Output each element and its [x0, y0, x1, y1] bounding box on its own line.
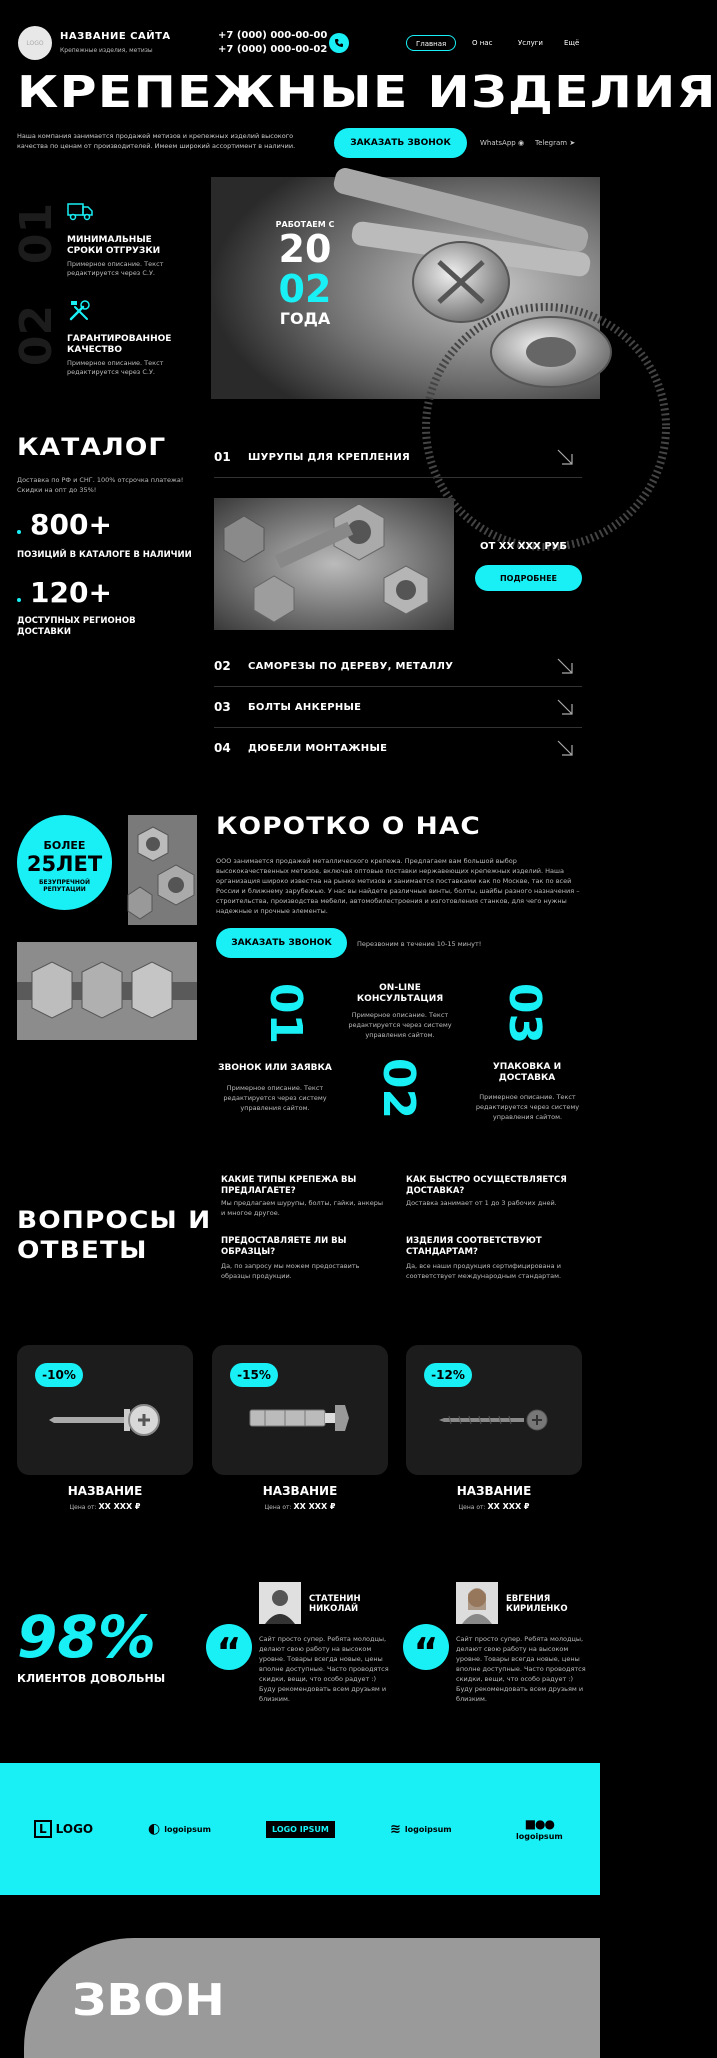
catalog-description: Доставка по РФ и СНГ. 100% отсрочка платежа! Скидки на опт до 35%!: [17, 476, 184, 494]
logo-mark-icon: L: [34, 1820, 52, 1838]
years-label: ГОДА: [279, 309, 331, 328]
catalog-item-3[interactable]: [214, 688, 582, 728]
years-block: [265, 220, 345, 328]
badge-big: 25ЛЕТ: [26, 852, 103, 876]
catalog-price: ОТ ХХ ХХХ РУБ: [480, 541, 567, 552]
about-nuts-image: [128, 815, 197, 925]
reviewer-avatar-2: [456, 1582, 498, 1624]
product-card-2[interactable]: [212, 1345, 388, 1475]
partner-logo-4[interactable]: [390, 1763, 452, 1895]
whatsapp-link[interactable]: [480, 139, 524, 147]
catalog-item-1[interactable]: [214, 438, 582, 478]
about-text: ООО занимается продажей металлического крепежа. Предлагаем вам большой выбор высококачественных метизов, включая оптовые поставки нержавеющих крепежных изделий. Наша организация широко известна на рынке метизов и занимается поставками как по Москве, так по всей России и ближнему зарубежью. У нас вы найдете различные винты, болты, шайбы разного назначения – строительства, производства мебели, автомобилестроения и изготовления станков, для чего нужны надежные и прочные элементы.: [216, 857, 580, 915]
catalog-item-title: ДЮБЕЛИ МОНТАЖНЫЕ: [248, 743, 388, 754]
hero-description: Наша компания занимается продажей метизов и крепежных изделий высокого качества по ценам от производителей. Имеем широкий ассортимент в наличии.: [17, 132, 296, 150]
step-title-2: ON-LINE КОНСУЛЬТАЦИЯ: [356, 983, 444, 1004]
arrow-down-right-icon: [556, 448, 574, 466]
arrow-down-right-icon: [556, 657, 574, 675]
reviewer-name-1: СТАТЕНИН НИКОЛАЙ: [309, 1594, 361, 1614]
price-label: Цена от:: [264, 1504, 292, 1511]
delivery-truck-icon: [66, 196, 94, 224]
partner-logo-5[interactable]: [516, 1763, 563, 1895]
tools-quality-icon: [66, 296, 94, 324]
price-label: Цена от:: [69, 1504, 97, 1511]
price-label: Цена от:: [458, 1504, 486, 1511]
discount-badge: -10%: [35, 1363, 83, 1387]
stat-value-1: 800+: [30, 508, 112, 541]
phone-numbers: [218, 29, 327, 57]
discount-badge: -12%: [424, 1363, 472, 1387]
site-subtitle: Крепежные изделия, метизы: [60, 47, 153, 54]
faq-question-2[interactable]: КАК БЫСТРО ОСУЩЕСТВЛЯЕТСЯ ДОСТАВКА?: [406, 1175, 567, 1196]
catalog-item-number: 04: [214, 741, 231, 755]
logo-text: LOGO IPSUM: [266, 1821, 335, 1838]
step-desc-3: Примерное описание. Текст редактируется через систему управления сайтом.: [475, 1093, 580, 1121]
step-desc-1: Примерное описание. Текст редактируется через систему управления сайтом.: [223, 1084, 327, 1112]
satisfaction-percent: 98%: [17, 1603, 156, 1671]
nav-item-about[interactable]: О нас: [472, 39, 493, 47]
price-value: ХХ ХХХ ₽: [293, 1502, 336, 1511]
logo-text: logoipsum: [164, 1824, 211, 1834]
logo[interactable]: LOGO: [18, 26, 52, 60]
partner-logo-3[interactable]: [266, 1763, 335, 1895]
logo-text: logoipsum: [404, 1824, 452, 1834]
main-nav: [406, 35, 582, 53]
site-title: НАЗВАНИЕ САЙТА: [60, 31, 171, 42]
about-screws-image: [17, 942, 197, 1040]
screw-washer-image: [49, 1395, 164, 1445]
price-value: ХХ ХХХ ₽: [487, 1502, 530, 1511]
stat-label-2: ДОСТУПНЫХ РЕГИОНОВ ДОСТАВКИ: [17, 616, 136, 637]
telegram-link[interactable]: [535, 139, 575, 147]
satisfaction-label: КЛИЕНТОВ ДОВОЛЬНЫ: [17, 1672, 166, 1685]
catalog-item-number: 02: [214, 659, 231, 673]
reviewer-name-2: ЕВГЕНИЯ КИРИЛЕНКО: [506, 1594, 568, 1614]
faq-answer-2: Доставка занимает от 1 до 3 рабочих дней.: [406, 1199, 557, 1207]
step-title-1: ЗВОНОК ИЛИ ЗАЯВКА: [218, 1063, 332, 1073]
catalog-item-title: ШУРУПЫ ДЛЯ КРЕПЛЕНИЯ: [248, 452, 410, 463]
hero-title: КРЕПЕЖНЫЕ ИЗДЕЛИЯ: [17, 67, 717, 118]
step-desc-2: Примерное описание. Текст редактируется через систему управления сайтом.: [348, 1011, 452, 1039]
about-title: КОРОТКО О НАС: [216, 812, 481, 840]
partner-logo-1[interactable]: [34, 1763, 93, 1895]
discount-badge: -15%: [230, 1363, 278, 1387]
product-name-2[interactable]: НАЗВАНИЕ: [262, 1484, 338, 1498]
reviewer-avatar-1: [259, 1582, 301, 1624]
nav-item-more[interactable]: Ещё: [564, 39, 580, 47]
whatsapp-label: WhatsApp: [480, 139, 516, 147]
review-text-2: Сайт просто супер. Ребята молодцы, делают свою работу на высоком уровне. Товары всегда новые, цены вполне доступные. Часто проводятся скидки, вещи, что особо радует :) Буду рекомендовать всем друзьям и близким.: [456, 1635, 586, 1703]
product-price-1: [17, 1502, 193, 1511]
whatsapp-icon: ◉: [517, 139, 525, 147]
telegram-label: Telegram: [535, 139, 568, 147]
order-call-button[interactable]: ЗАКАЗАТЬ ЗВОНОК: [334, 128, 467, 158]
product-price-2: [212, 1502, 388, 1511]
faq-answer-1: Мы предлагаем шурупы, болты, гайки, анкеры и многое другое.: [221, 1199, 383, 1217]
feature-title-1: МИНИМАЛЬНЫЕ СРОКИ ОТГРУЗКИ: [67, 235, 161, 256]
feature-desc-2: Примерное описание. Текст редактируется через С.У.: [67, 359, 164, 376]
logo-mark-icon: ≋: [390, 1821, 401, 1837]
callback-note: Перезвоним в течение 10-15 минут!: [357, 940, 482, 948]
logo-text: LOGO: [55, 1822, 94, 1836]
anchor-bolt-image: [245, 1393, 355, 1443]
nav-item-home[interactable]: Главная: [406, 35, 456, 51]
catalog-title: КАТАЛОГ: [17, 433, 167, 461]
faq-title: ВОПРОСЫ И ОТВЕТЫ: [17, 1206, 212, 1264]
telegram-icon: ➤: [569, 139, 576, 147]
nav-item-services[interactable]: Услуги: [518, 39, 543, 47]
drywall-screw-image: [439, 1400, 554, 1440]
order-call-button-about[interactable]: ЗАКАЗАТЬ ЗВОНОК: [216, 928, 347, 958]
feature-number-1: 01: [11, 202, 63, 265]
partner-logos: [0, 1763, 600, 1895]
stat-bullet-2: [17, 598, 21, 602]
stat-value-2: 120+: [30, 576, 112, 609]
product-card-1[interactable]: [17, 1345, 193, 1475]
catalog-item-title: САМОРЕЗЫ ПО ДЕРЕВУ, МЕТАЛЛУ: [248, 661, 454, 672]
review-text-1: Сайт просто супер. Ребята молодцы, делают свою работу на высоком уровне. Товары всегда новые, цены вполне доступные. Часто проводятся скидки, вещи, что особо радует :) Буду рекомендовать всем друзьям и близким.: [259, 1635, 389, 1703]
feature-title-2: ГАРАНТИРОВАННОЕ КАЧЕСТВО: [67, 334, 172, 355]
price-value: ХХ ХХХ ₽: [98, 1502, 141, 1511]
product-card-3[interactable]: [406, 1345, 582, 1475]
step-title-3: УПАКОВКА И ДОСТАВКА: [492, 1062, 562, 1083]
feature-desc-1: Примерное описание. Текст редактируется через С.У.: [67, 260, 164, 277]
step-number-1: 01: [260, 982, 312, 1045]
phone-call-icon[interactable]: [329, 33, 349, 53]
catalog-nuts-image: [214, 498, 454, 630]
bottom-title: ЗВОН: [72, 1975, 225, 2026]
stat-label-1: ПОЗИЦИЙ В КАТАЛОГЕ В НАЛИЧИИ: [17, 550, 192, 560]
faq-answer-4: Да, все наши продукция сертифицирована и соответствует международным стандартам.: [406, 1262, 562, 1280]
catalog-item-title: БОЛТЫ АНКЕРНЫЕ: [248, 702, 362, 713]
feature-number-2: 02: [11, 304, 63, 367]
faq-answer-3: Да, по запросу мы можем предоставить образцы продукции.: [221, 1262, 360, 1280]
logo-mark-icon: ◐: [148, 1821, 161, 1837]
details-button[interactable]: ПОДРОБНЕЕ: [475, 565, 582, 591]
quote-icon: “: [403, 1624, 449, 1670]
logo-text: logoipsum: [516, 1832, 563, 1841]
catalog-item-number: 01: [214, 450, 231, 464]
catalog-item-number: 03: [214, 700, 231, 714]
faq-question-3[interactable]: ПРЕДОСТАВЛЯЕТЕ ЛИ ВЫ ОБРАЗЦЫ?: [221, 1236, 347, 1257]
partner-logo-2[interactable]: [148, 1763, 211, 1895]
stat-bullet-1: [17, 530, 21, 534]
phone-link-2[interactable]: +7 (000) 000-00-02: [218, 44, 328, 55]
phone-link-1[interactable]: +7 (000) 000-00-00: [218, 30, 328, 41]
arrow-down-right-icon: [556, 739, 574, 757]
years-bottom: 02: [278, 267, 332, 311]
quote-icon: “: [206, 1624, 252, 1670]
step-number-3: 03: [499, 982, 551, 1045]
years-top: 20: [278, 227, 332, 271]
badge-bottom: БЕЗУПРЕЧНОЙ РЕПУТАЦИИ: [38, 879, 91, 893]
years-caption: РАБОТАЕМ С: [275, 220, 335, 229]
product-name-3[interactable]: НАЗВАНИЕ: [456, 1484, 532, 1498]
badge-top: БОЛЕЕ: [43, 839, 86, 852]
catalog-item-2[interactable]: [214, 647, 582, 687]
logo-mark-icon: ■●●: [524, 1817, 554, 1831]
arrow-down-right-icon: [556, 698, 574, 716]
step-number-2: 02: [373, 1057, 425, 1120]
faq-question-1[interactable]: КАКИЕ ТИПЫ КРЕПЕЖА ВЫ ПРЕДЛАГАЕТЕ?: [221, 1175, 357, 1196]
product-price-3: [406, 1502, 582, 1511]
product-name-1[interactable]: НАЗВАНИЕ: [67, 1484, 143, 1498]
experience-badge: [17, 815, 112, 910]
faq-question-4[interactable]: ИЗДЕЛИЯ СООТВЕТСТВУЮТ СТАНДАРТАМ?: [406, 1236, 542, 1257]
catalog-item-4[interactable]: [214, 729, 582, 769]
